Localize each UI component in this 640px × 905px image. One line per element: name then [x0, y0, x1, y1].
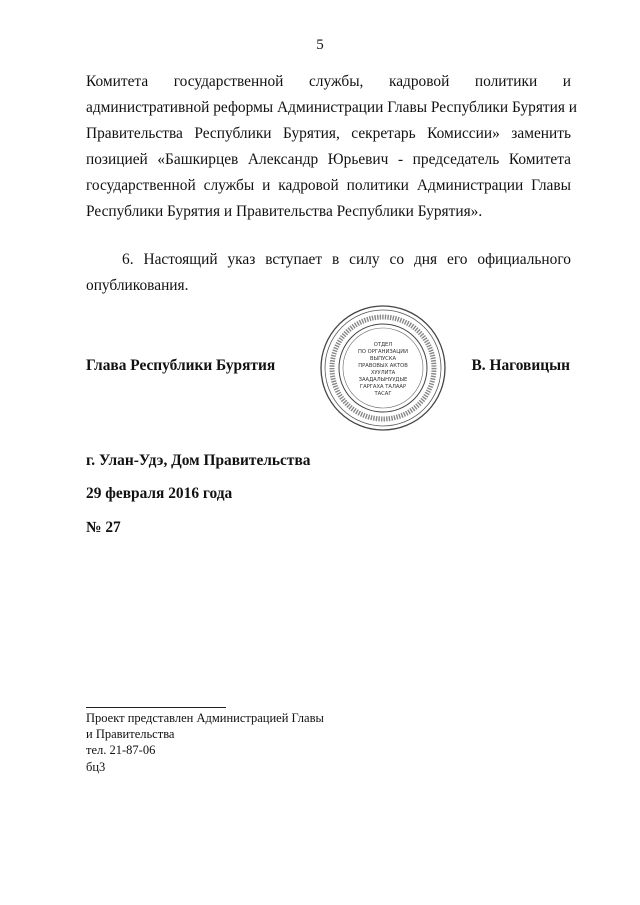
text-line: административной реформы Администрации Главы Республики Бурятия и: [86, 99, 578, 116]
text-line: Комитета государственной службы, кадровой политики и: [86, 73, 571, 90]
text-line: Республики Бурятия и Правительства Республики Бурятия».: [86, 203, 483, 220]
seal-text: ТАСАГ: [374, 391, 392, 397]
seal-text: ВЫПУСКА: [369, 356, 397, 362]
text-line: Правительства Республики Бурятия, секретарь Комиссии» заменить: [86, 125, 571, 142]
footer-line: тел. 21-87-06: [86, 743, 156, 757]
text-line: опубликования.: [86, 277, 189, 294]
paragraph-amendment: [86, 69, 578, 225]
signatory-name: В. Наговицын: [471, 357, 570, 374]
seal-text: ПО ОРГАНИЗАЦИИ: [357, 349, 409, 355]
footer-line: Проект представлен Администрацией Главы: [86, 711, 324, 725]
signing-place: г. Улан-Удэ, Дом Правительства: [86, 452, 311, 469]
decree-number: № 27: [86, 519, 121, 536]
seal-text: ГАРГАХА ТАЛААР: [359, 384, 407, 390]
text-line: 6. Настоящий указ вступает в силу со дня его официального: [122, 251, 571, 268]
signatory-title: Глава Республики Бурятия: [86, 357, 276, 374]
paragraph-effective-date: [86, 247, 571, 299]
seal-text: ПРАВОВЫХ АКТОВ: [358, 363, 408, 369]
page-number: 5: [316, 37, 324, 53]
official-seal: [318, 303, 448, 433]
footer-line: и Правительства: [86, 727, 175, 741]
document-code: бц3: [86, 760, 106, 774]
seal-text: ЗААДАЛЫНУУДЫЕ: [358, 377, 408, 383]
text-line: позицией «Башкирцев Александр Юрьевич - председатель Комитета: [86, 151, 571, 168]
footer-note: [86, 710, 324, 758]
footer-divider: [86, 707, 226, 708]
seal-text: ОТДЕЛ: [373, 342, 393, 348]
text-line: государственной службы и кадровой политики Администрации Главы: [86, 177, 571, 194]
seal-text: ХУУЛИТА: [370, 370, 396, 376]
signing-date: 29 февраля 2016 года: [86, 485, 233, 502]
